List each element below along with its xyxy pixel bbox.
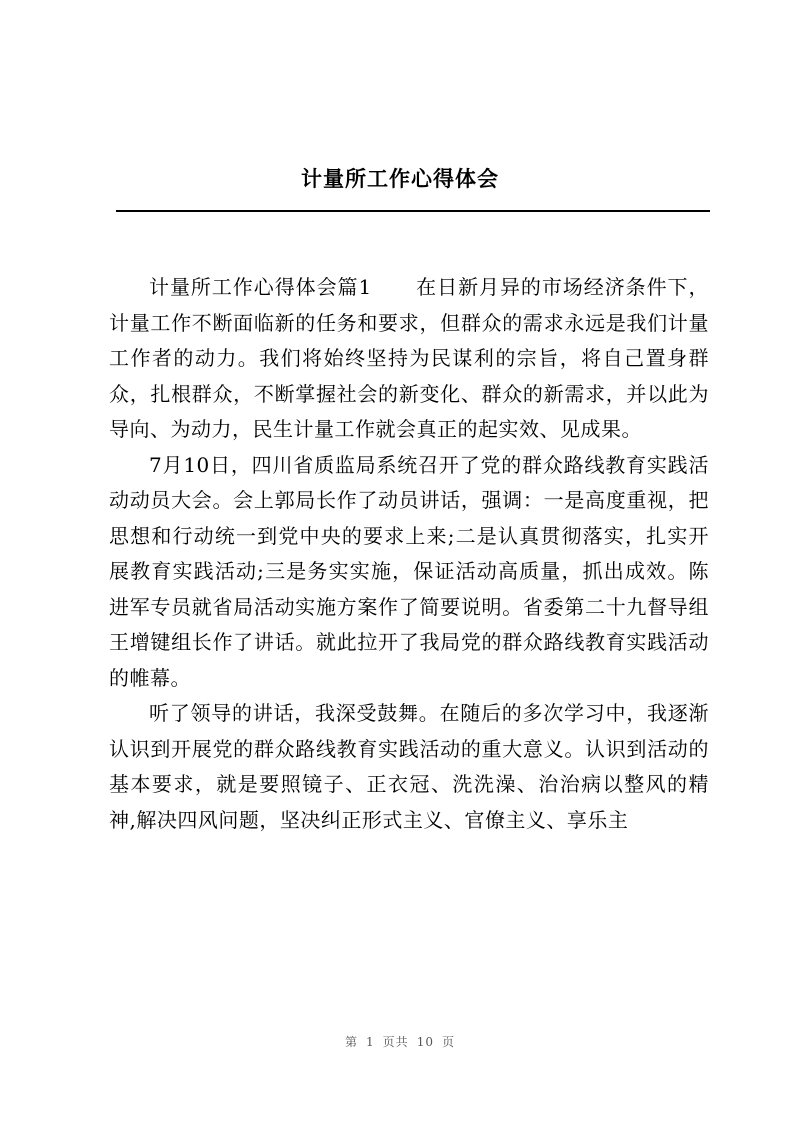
paragraph-heading: 计量所工作心得体会篇1 (149, 275, 372, 299)
title-underline (116, 210, 710, 212)
paragraph-3: 听了领导的讲话，我深受鼓舞。在随后的多次学习中，我逐渐认识到开展党的群众路线教育实践活动的重大意义。认识到活动的基本要求，就是要照镜子、正衣冠、洗洗澡、治治病以整风的精神,解决四风问题，坚决纠正形式主义、官僚主义、享乐主 (109, 701, 709, 832)
paragraph-2: 7月10日，四川省质监局系统召开了党的群众路线教育实践活动动员大会。会上郭局长作了动员讲话，强调：一是高度重视，把思想和行动统一到党中央的要求上来;二是认真贯彻落实，扎实开展教育实践活动;三是务实实施，保证活动高质量，抓出成效。陈进军专员就省局活动实施方案作了简要说明。省委第二十九督导组王增键组长作了讲话。就此拉开了我局党的群众路线教育实践活动的帷幕。 (109, 452, 709, 690)
document-body (109, 270, 709, 838)
footer-total-pages: 10 (416, 1035, 434, 1049)
document-title: 计量所工作心得体会 (301, 167, 499, 191)
paragraph-1 (109, 270, 709, 448)
paragraph-text: 在日新月异的市场经济条件下，计量工作不断面临新的任务和要求，但群众的需求永远是我们计量工作者的动力。我们将始终坚持为民谋利的宗旨，将自己置身群众，扎根群众，不断掌握社会的新变化、群众的新需求，并以此为导向、为动力，民生计量工作就会真正的起实效、见成果。 (109, 275, 709, 441)
page-footer (0, 1033, 800, 1050)
footer-middle: 页共 (382, 1035, 409, 1049)
footer-suffix: 页 (441, 1035, 455, 1049)
footer-page-number: 1 (366, 1035, 375, 1049)
footer-prefix: 第 (345, 1035, 359, 1049)
